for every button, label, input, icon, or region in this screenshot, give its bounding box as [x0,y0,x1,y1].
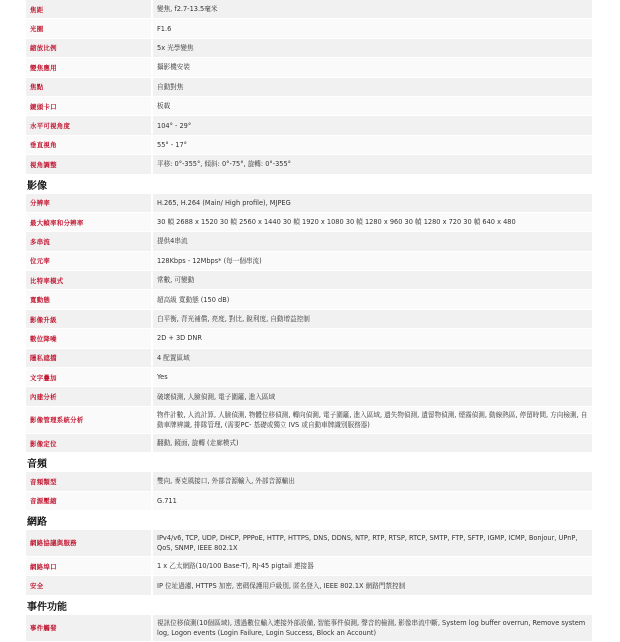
spec-label: 縮放比例 [26,39,153,57]
spec-value: IP 位址過濾, HTTPS 加密, 密碼保護用戶級別, 匿名登入, IEEE 802.1X 網路門禁控制 [153,576,592,594]
spec-row [26,78,592,97]
spec-value: 30 幀 2688 x 1520 30 幀 2560 x 1440 30 幀 1920 x 1080 30 幀 1280 x 960 30 幀 1280 x 720 30 幀 640 x 480 [153,213,592,231]
spec-row [26,194,592,213]
spec-value: 104° - 29° [153,116,592,134]
spec-value: IPv4/v6, TCP, UDP, DHCP, PPPoE, HTTP, HTTPS, DNS, DDNS, NTP, RTP, RTSP, RTCP, SMTP, FTP, SFTP, IGMP, ICMP, Bonjour, UPnP, QoS, SNMP, IEEE 802.1X [153,530,592,556]
spec-label: 變焦應用 [26,58,153,76]
spec-value: 1 x 乙太網路(10/100 Base-T), RJ-45 pigtail 連接器 [153,557,592,575]
spec-label: 水平可視角度 [26,116,153,134]
spec-row [26,329,592,348]
spec-value: 提供4串流 [153,232,592,250]
spec-label: 鏡頭卡口 [26,97,153,115]
spec-label: 光圈 [26,19,153,37]
spec-value: 5x 光學變焦 [153,39,592,57]
spec-value: 視訊位移偵測(10個區域), 透過數位輸入連接外部設備, 智能事件偵測, 聲音的檢測, 影像串流中斷, System log buffer overrun, Remove system log, Logon events (Login Failure, Login Success, Block an Account) [153,615,592,641]
spec-label: 影像升級 [26,310,153,328]
spec-label: 位元率 [26,252,153,270]
section-title: 音頻 [27,459,47,471]
spec-value: 板載 [153,97,592,115]
section-title: 影像 [27,180,47,192]
spec-row [26,615,592,642]
spec-sheet [26,0,592,642]
spec-row [26,136,592,155]
spec-row [26,39,592,58]
spec-row [26,252,592,271]
spec-row [26,19,592,38]
section-title: 網路 [27,516,47,528]
spec-label: 影像定位 [26,434,153,452]
spec-label: 寬動態 [26,290,153,308]
spec-value: 雙向, 麥克風接口, 外部音源輸入, 外部音源輸出 [153,472,592,490]
spec-row [26,58,592,77]
spec-label: 焦距 [26,0,153,18]
spec-label: 分辨率 [26,194,153,212]
spec-value: 自動對焦 [153,78,592,96]
spec-row [26,232,592,251]
spec-value: 2D + 3D DNR [153,329,592,347]
spec-label: 隱私遮擋 [26,349,153,367]
spec-value: G.711 [153,492,592,510]
spec-label: 影像管理系統分析 [26,407,153,433]
spec-row [26,349,592,368]
spec-label: 網路協議與服務 [26,530,153,556]
spec-row [26,472,592,491]
spec-label: 數位降噪 [26,329,153,347]
spec-value: 變焦, f2.7-13.5毫米 [153,0,592,18]
spec-value: 白平衡, 背光補償, 亮度, 對比, 銳利度, 自動增益控制 [153,310,592,328]
spec-value: 常數, 可變動 [153,271,592,289]
spec-label: 最大幀率和分辨率 [26,213,153,231]
spec-row [26,492,592,511]
spec-label: 事件觸發 [26,615,153,641]
spec-row [26,271,592,290]
spec-row [26,155,592,174]
spec-value: F1.6 [153,19,592,37]
spec-row [26,0,592,19]
spec-value: Yes [153,368,592,386]
spec-label: 垂直視角 [26,136,153,154]
spec-value: 翻動, 鏡面, 旋轉 (走廊模式) [153,434,592,452]
spec-label: 多串流 [26,232,153,250]
spec-label: 音源壓縮 [26,492,153,510]
spec-value: H.265, H.264 (Main/ High profile), MJPEG [153,194,592,212]
spec-label: 網路埠口 [26,557,153,575]
spec-row [26,387,592,406]
spec-row [26,310,592,329]
spec-label: 內建分析 [26,387,153,405]
spec-row [26,557,592,576]
spec-value: 55° - 17° [153,136,592,154]
spec-label: 焦點 [26,78,153,96]
spec-value: 超高級 寬動態 (150 dB) [153,290,592,308]
spec-row [26,97,592,116]
spec-value: 物件計數, 人流計算, 人臉偵測, 物體位移偵測, 轉向偵測, 電子圍籬, 進入區域, 遺失物偵測, 遺留物偵測, 煙霧偵測, 動線熱區, 停留時間, 方向檢測, 自動車牌辨識, 排隊管理, (需要PC- 基礎或獨立 IVS 或自動車牌識別服務器) [153,407,592,433]
spec-row [26,213,592,232]
spec-row [26,290,592,309]
spec-row [26,576,592,595]
spec-label: 文字疊加 [26,368,153,386]
spec-label: 比特率模式 [26,271,153,289]
spec-row [26,368,592,387]
spec-value: 攝影機安裝 [153,58,592,76]
spec-value: 平移: 0°-355°, 傾斜: 0°-75°, 旋轉: 0°-355° [153,155,592,173]
spec-row [26,530,592,557]
spec-row [26,116,592,135]
spec-label: 視角調整 [26,155,153,173]
spec-row [26,434,592,453]
spec-row [26,407,592,434]
spec-value: 破壞偵測, 人臉偵測, 電子圍籬, 進入區域 [153,387,592,405]
spec-label: 安全 [26,576,153,594]
spec-value: 128Kbps - 12Mbps* (每一個串流) [153,252,592,270]
spec-label: 音頻類型 [26,472,153,490]
section-title: 事件功能 [27,601,67,613]
spec-value: 4 配置區域 [153,349,592,367]
